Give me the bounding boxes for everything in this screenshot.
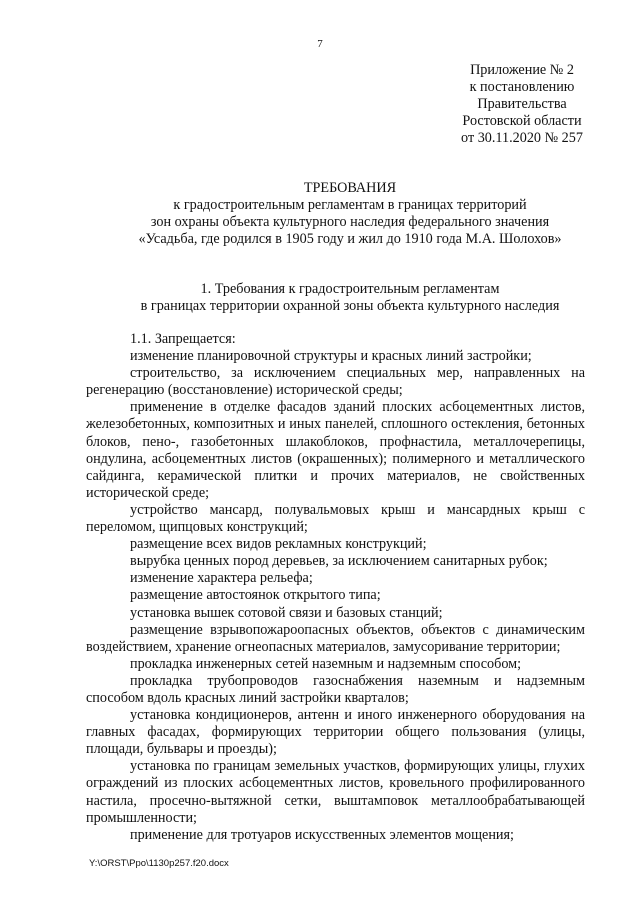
section-heading-line: 1. Требования к градостроительным регламентам	[200, 281, 500, 297]
appendix-line: Ростовской области	[462, 113, 582, 129]
list-item: строительство, за исключением специальных мер, направленных на регенерацию (восстановление) исторической среды;	[86, 365, 585, 399]
list-item: применение в отделке фасадов зданий плоских асбоцементных листов, железобетонных, композитных и иных панелей, сплошного остекления, бетонных блоков, пено-, газобетонных шлакоблоков, профнастила, металлочерепицы, ондулина, асбоцементных листов (окрашенных); полимерного и металлического сайдинга, керамической плитки и прочих материалов, не свойственных исторической среде;	[86, 399, 585, 501]
list-item: прокладка трубопроводов газоснабжения наземным и надземным способом вдоль красных линий застройки кварталов;	[86, 672, 585, 706]
list-item: устройство мансард, полувальмовых крыш и мансардных крыш с переломом, щипцовых конструкций;	[86, 501, 585, 536]
subheading: 1.1. Запрещается:	[130, 331, 236, 347]
title-line: «Усадьба, где родился в 1905 году и жил до 1910 года М.А. Шолохов»	[138, 231, 562, 247]
list-item: вырубка ценных пород деревьев, за исключением санитарных рубок;	[130, 553, 548, 570]
list-item: изменение характера рельефа;	[130, 570, 313, 587]
title-line: зон охраны объекта культурного наследия федерального значения	[150, 214, 550, 230]
document-title	[60, 180, 640, 248]
appendix-line: от 30.11.2020 № 257	[461, 130, 583, 146]
section-heading-line: в границах территории охранной зоны объекта культурного наследия	[140, 298, 560, 314]
appendix-block	[452, 62, 592, 147]
list-item: установка кондиционеров, антенн и иного инженерного оборудования на главных фасадах, формирующих территории общего пользования (улицы, площади, бульвары и проезды);	[86, 707, 585, 758]
document-body	[86, 331, 585, 844]
list-item: применение для тротуаров искусственных элементов мощения;	[130, 826, 514, 843]
appendix-line: Приложение № 2	[470, 62, 574, 78]
appendix-line: Правительства	[477, 96, 567, 112]
list-item: размещение взрывопожароопасных объектов, объектов с динамическим воздействием, хранение огнеопасных материалов, замусоривание территории;	[86, 621, 585, 655]
appendix-line: к постановлению	[469, 79, 575, 95]
list-item: изменение планировочной структуры и красных линий застройки;	[130, 348, 532, 365]
list-item: размещение автостоянок открытого типа;	[130, 587, 381, 604]
title-heading: ТРЕБОВАНИЯ	[303, 180, 397, 196]
page-number: 7	[317, 38, 323, 50]
footer-file-path: Y:\ORST\Ppo\1130p257.f20.docx	[89, 858, 229, 869]
title-line: к градостроительным регламентам в границах территорий	[173, 197, 527, 213]
list-item: установка по границам земельных участков, формирующих улицы, глухих ограждений из плоских асбоцементных листов, кровельного профилированного настила, просечно-вытяжной сетки, выштамповок металлообрабатывающей промышленности;	[86, 758, 585, 826]
list-item: размещение всех видов рекламных конструкций;	[130, 536, 427, 553]
list-item: установка вышек сотовой связи и базовых станций;	[130, 604, 443, 621]
section-heading	[60, 281, 640, 315]
list-item: прокладка инженерных сетей наземным и надземным способом;	[130, 655, 522, 672]
